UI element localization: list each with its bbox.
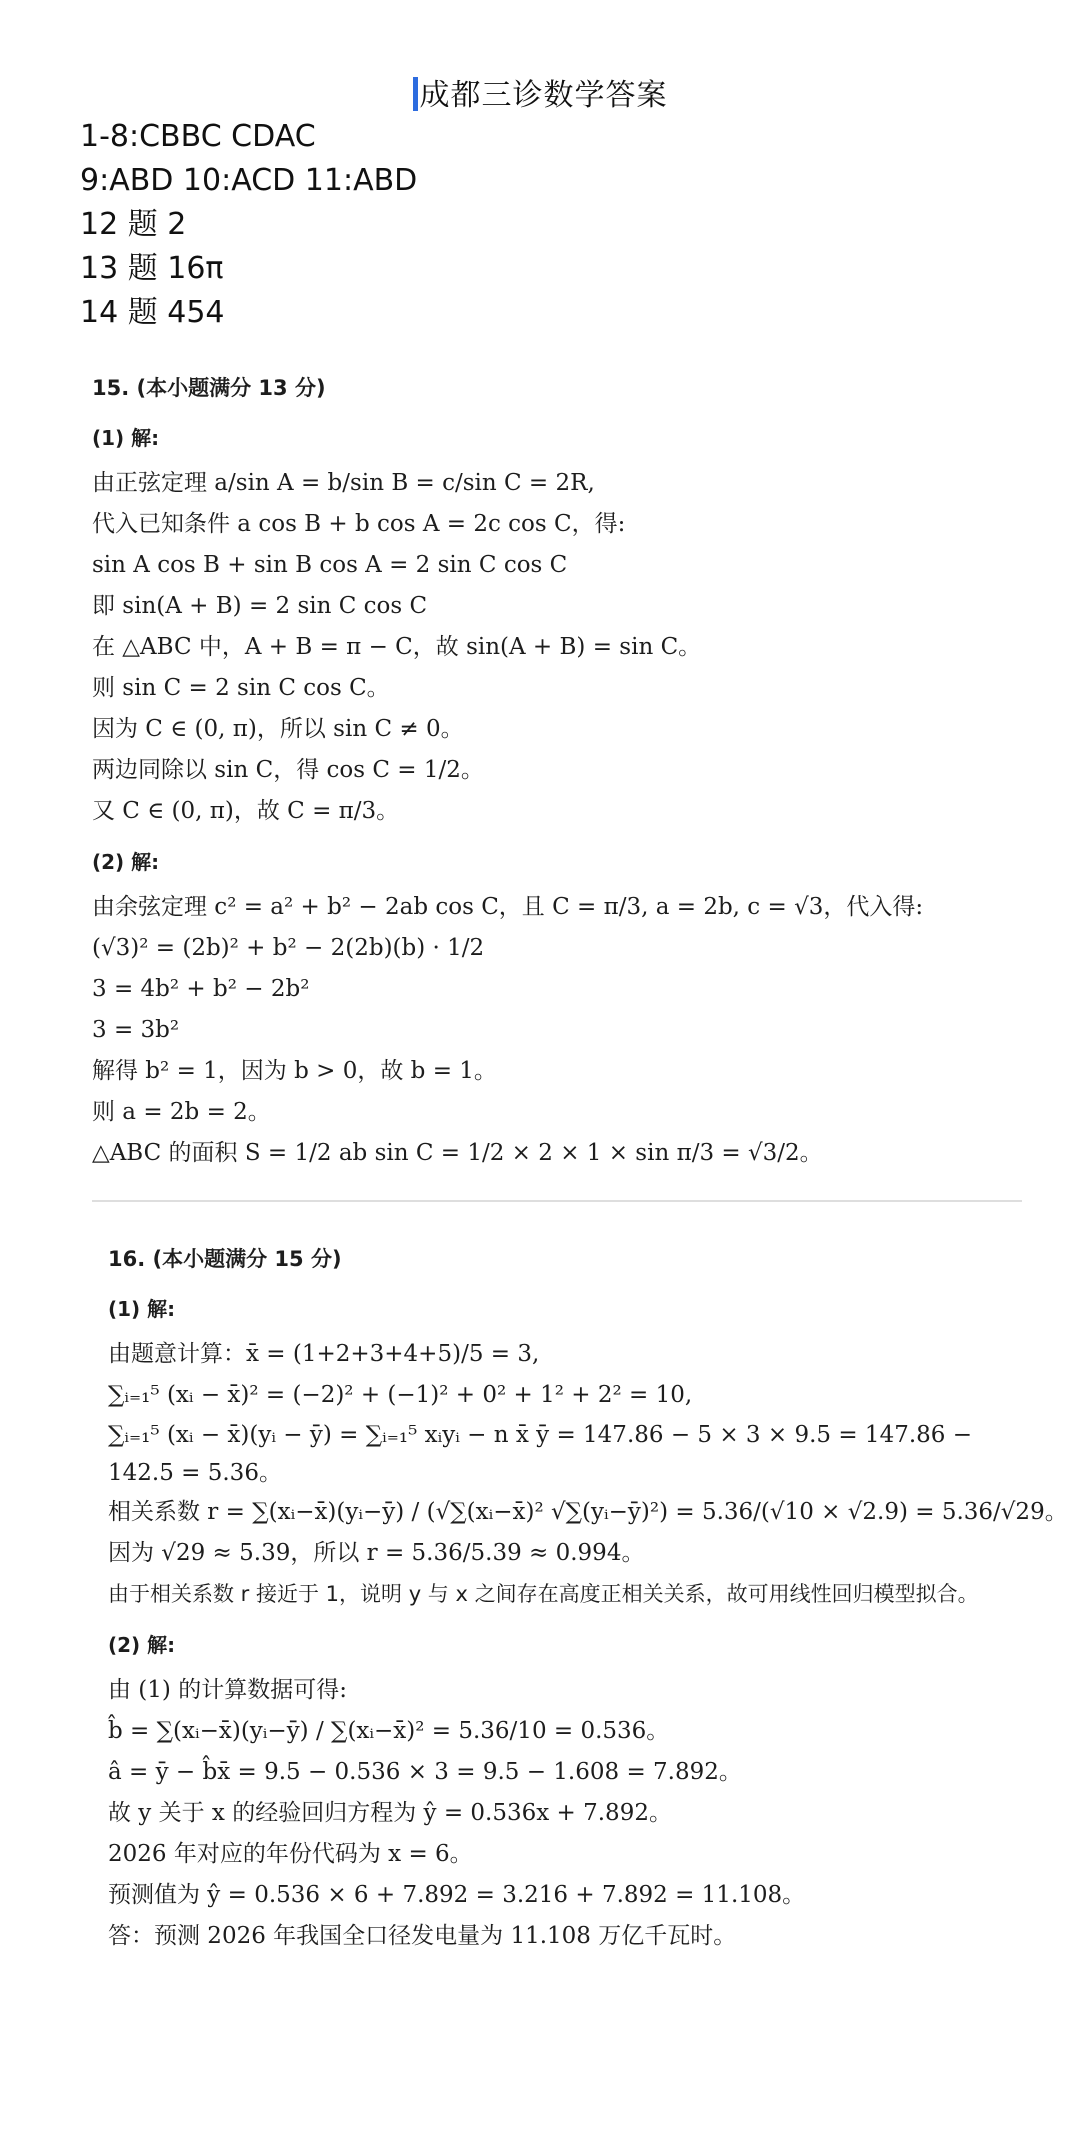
solution-line: 故 y 关于 x 的经验回归方程为 ŷ = 0.536x + 7.892。	[108, 1800, 672, 1826]
solution-line: â = ȳ − b̂x̄ = 9.5 − 0.536 × 3 = 9.5 − 1.608 = 7.892。	[108, 1759, 742, 1785]
solution-line: 即 sin(A + B) = 2 sin C cos C	[92, 593, 428, 619]
solution-line: sin A cos B + sin B cos A = 2 sin C cos C	[92, 552, 568, 578]
solution-line: 由余弦定理 c² = a² + b² − 2ab cos C，且 C = π/3, a = 2b, c = √3，代入得:	[92, 894, 924, 920]
section-divider	[92, 1200, 1022, 1202]
question-heading: 15. (本小题满分 13 分)	[92, 376, 326, 400]
question-heading: 16. (本小题满分 15 分)	[108, 1247, 342, 1271]
answer-line: 14 题 454	[80, 295, 225, 330]
question-15-solution	[92, 372, 1022, 1174]
solution-line: 在 △ABC 中，A + B = π − C，故 sin(A + B) = sin C。	[92, 634, 702, 660]
answer-line: 1-8:CBBC CDAC	[80, 119, 316, 154]
solution-line: 因为 C ∈ (0, π)，所以 sin C ≠ 0。	[92, 716, 464, 742]
question-16-solution	[108, 1243, 1068, 1957]
solution-line: b̂ = ∑(xᵢ−x̄)(yᵢ−ȳ) / ∑(xᵢ−x̄)² = 5.36/10 = 0.536。	[108, 1718, 670, 1744]
solution-line: 答：预测 2026 年我国全口径发电量为 11.108 万亿千瓦时。	[108, 1923, 737, 1949]
solution-line: 3 = 3b²	[92, 1017, 180, 1043]
solution-line: 两边同除以 sin C，得 cos C = 1/2。	[92, 757, 484, 783]
part-label: (2) 解:	[108, 1633, 176, 1657]
answer-line: 13 题 16π	[80, 251, 224, 286]
solution-line: (√3)² = (2b)² + b² − 2(2b)(b) · 1/2	[92, 935, 485, 961]
solution-line: 由正弦定理 a/sin A = b/sin B = c/sin C = 2R,	[92, 470, 595, 496]
answer-list	[80, 115, 417, 335]
solution-line: 由于相关系数 r 接近于 1，说明 y 与 x 之间存在高度正相关关系，故可用线性回归模型拟合。	[108, 1582, 979, 1606]
part-label: (1) 解:	[92, 426, 160, 450]
solution-line: 则 sin C = 2 sin C cos C。	[92, 675, 390, 701]
answer-line: 9:ABD 10:ACD 11:ABD	[80, 163, 418, 198]
solution-line: 3 = 4b² + b² − 2b²	[92, 976, 310, 1002]
solution-line: 2026 年对应的年份代码为 x = 6。	[108, 1841, 473, 1867]
text-cursor	[413, 77, 418, 111]
solution-line: 解得 b² = 1，因为 b > 0，故 b = 1。	[92, 1058, 497, 1084]
solution-line: △ABC 的面积 S = 1/2 ab sin C = 1/2 × 2 × 1 × sin π/3 = √3/2。	[92, 1140, 823, 1166]
solution-line: 代入已知条件 a cos B + b cos A = 2c cos C，得:	[92, 511, 626, 537]
part-label: (2) 解:	[92, 850, 160, 874]
solution-line: ∑ᵢ₌₁⁵ (xᵢ − x̄)(yᵢ − ȳ) = ∑ᵢ₌₁⁵ xᵢyᵢ − n x̄ ȳ = 147.86 − 5 × 3 × 9.5 = 147.86 − 142.5 = 5.36。	[108, 1422, 972, 1486]
solution-line: 因为 √29 ≈ 5.39，所以 r = 5.36/5.39 ≈ 0.994。	[108, 1540, 645, 1566]
solution-line: ∑ᵢ₌₁⁵ (xᵢ − x̄)² = (−2)² + (−1)² + 0² + 1² + 2² = 10,	[108, 1382, 693, 1408]
solution-line: 则 a = 2b = 2。	[92, 1099, 271, 1125]
solution-line: 由题意计算：x̄ = (1+2+3+4+5)/5 = 3,	[108, 1341, 540, 1367]
solution-line: 又 C ∈ (0, π)，故 C = π/3。	[92, 798, 400, 824]
solution-line: 预测值为 ŷ = 0.536 × 6 + 7.892 = 3.216 + 7.892 = 11.108。	[108, 1882, 806, 1908]
title-text: 成都三诊数学答案	[419, 78, 668, 113]
part-label: (1) 解:	[108, 1297, 176, 1321]
page-title	[0, 70, 1080, 114]
solution-line: 由 (1) 的计算数据可得:	[108, 1677, 347, 1703]
solution-line: 相关系数 r = ∑(xᵢ−x̄)(yᵢ−ȳ) / (√∑(xᵢ−x̄)² √∑(yᵢ−ȳ)²) = 5.36/(√10 × √2.9) = 5.36/√29。	[108, 1499, 1068, 1525]
answer-line: 12 题 2	[80, 207, 187, 242]
